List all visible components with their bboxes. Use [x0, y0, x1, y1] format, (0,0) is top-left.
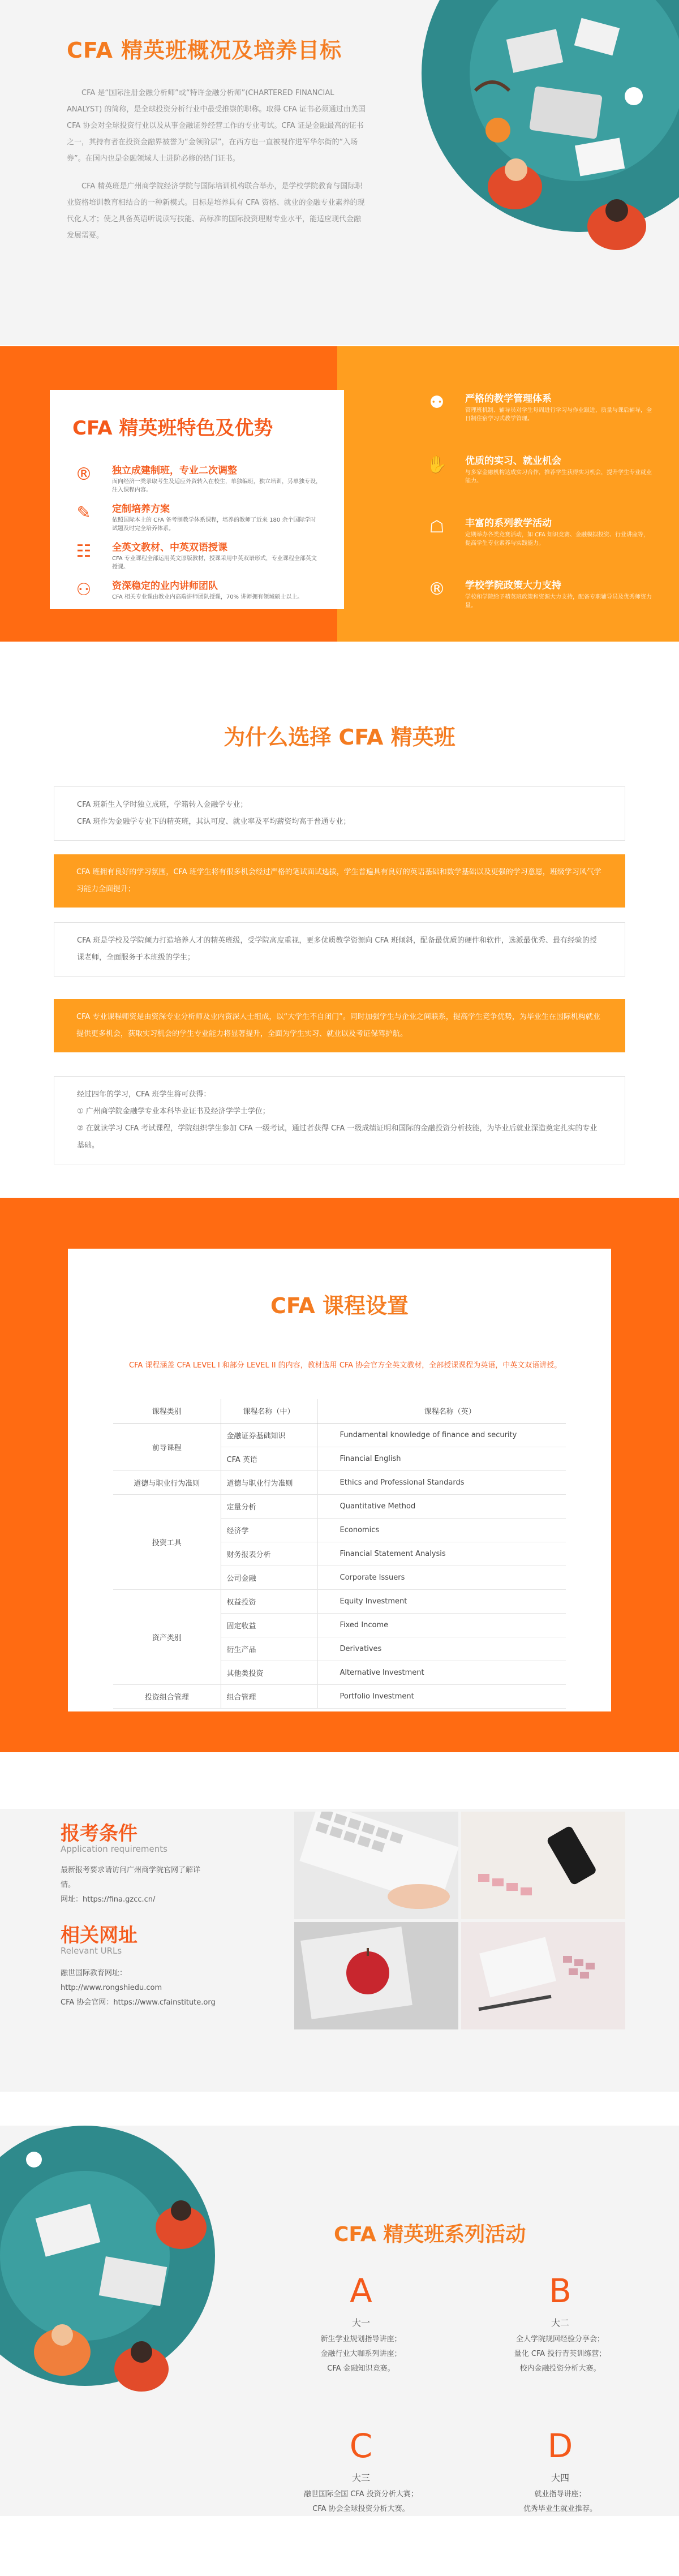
book-icon: ☷: [76, 541, 92, 561]
activity-year: 大一: [351, 2317, 370, 2328]
link-2-line: [61, 1996, 276, 2010]
overview-paragraph-1: CFA 是“国际注册金融分析师”或“特许金融分析师”(CHARTERED FINANCIAL ANALYST) 的简称，是全球投资分析行业中最受推崇的职称。取得 CFA 证书必须通过由美国 CFA 协会对全球投资行业以及从事金融证券经营工作的专业考试。CFA 证是金融最高的证书之一，其持有者在投资金融界被誉为“金领阶层”，在西方也一直被视作进军华尔街的“入场券”。在国内也是金融领域人士进阶必修的热门证书。: [67, 89, 366, 163]
courses-table: [113, 1399, 566, 1709]
advantage-desc: 定期举办各类竞赛活动，如 CFA 知识竞赛、金融模拟投资、行业讲座等，提高学生专业素养与实践能力。: [465, 532, 650, 547]
why-line: 经过四年的学习，CFA 班学生将可获得：: [77, 1090, 211, 1099]
activity-desc: [287, 2332, 435, 2376]
course-name-cn: 其他类投资: [221, 1661, 317, 1684]
apply-site-line: [61, 1893, 276, 1907]
course-name-cn: 财务报表分析: [221, 1542, 317, 1566]
course-name-cn: 定量分析: [221, 1494, 317, 1518]
course-category: 资产类别: [113, 1589, 221, 1684]
column-header: 课程名称（中）: [221, 1399, 317, 1423]
advantage-desc: 与多家金融机构达成实习合作，推荐学生获得实习机会，提升学生专业就业能力。: [465, 470, 652, 484]
feature-item: [72, 501, 321, 537]
features-card: [50, 390, 344, 609]
why-box-4: [54, 999, 625, 1052]
handshake-icon: ✋: [426, 455, 448, 475]
link-1[interactable]: http://www.rongshiedu.com: [61, 1984, 162, 1992]
activity-year-c: [287, 2427, 435, 2517]
course-name-en: Ethics and Professional Standards: [317, 1470, 566, 1494]
course-category: 前导课程: [113, 1423, 221, 1470]
activity-line: 融世国际全国 CFA 投资分析大赛；: [304, 2490, 418, 2498]
feature-item: [72, 578, 321, 614]
advantage-item: [424, 515, 651, 560]
features-title: CFA 精英班特色及优势: [72, 417, 273, 440]
feature-title: 独立成建制班，专业二次调整: [112, 465, 237, 476]
apply-site-label: 网址：: [61, 1895, 83, 1904]
table-row: [113, 1589, 566, 1613]
apply-text: 最新报考要求请访问广州商学院官网了解详情。: [61, 1866, 201, 1889]
course-name-en: Financial English: [317, 1447, 566, 1470]
advantage-desc: 学校和学院给予精英班政策和资源大力支持，配备专职辅导员及优秀师资力量。: [465, 594, 652, 609]
activity-year-a: [287, 2272, 435, 2376]
activity-line: 就业指导讲座；: [534, 2490, 586, 2498]
feature-desc: CFA 专业课程全部运用英文原版教材，授课采用中英双语形式，专业课程全部英文授课。: [112, 556, 317, 570]
keyboard-photo: [294, 1812, 458, 1919]
why-box-3: [54, 922, 625, 977]
why-section: [0, 642, 679, 1196]
activity-line: 金融行业大咖系列讲座；: [320, 2350, 402, 2358]
phone-photo: [461, 1812, 625, 1919]
phone-image: [461, 1812, 625, 1919]
course-name-cn: 道德与职业行为准则: [221, 1470, 317, 1494]
course-name-en: Portfolio Investment: [317, 1684, 566, 1708]
feature-title: 全英文教材、中英双语授课: [112, 542, 227, 553]
table-row: [113, 1423, 566, 1447]
course-name-cn: 衍生产品: [221, 1637, 317, 1661]
courses-section: [0, 1198, 679, 1752]
advantage-item: [424, 577, 651, 622]
link-2[interactable]: https://www.cfainstitute.org: [113, 1998, 216, 2007]
activity-letter: B: [549, 2272, 571, 2310]
overview-section: [0, 0, 679, 345]
feature-desc: 依照国际本土的 CFA 备考制教学体系课程，培养的教师了近来 180 余个国际学时试题及时完全培养体系。: [112, 517, 316, 532]
course-name-cn: 固定收益: [221, 1613, 317, 1637]
activity-letter: C: [349, 2427, 373, 2465]
column-header: 课程类别: [113, 1399, 221, 1423]
table-row: [113, 1494, 566, 1518]
apply-site-link[interactable]: https://fina.gzcc.cn/: [83, 1895, 156, 1904]
course-name-en: Fixed Income: [317, 1613, 566, 1637]
why-line: CFA 班拥有良好的学习氛围，CFA 班学生将有很多机会经过严格的笔试面试选拔，学生普遍具有良好的英语基础和数学基础以及更强的学习意愿，班级学习风气学习能力全面提升；: [76, 868, 601, 893]
why-line: ① 广州商学院金融学专业本科毕业证书及经济学学士学位；: [77, 1107, 270, 1116]
keyboard-image: [294, 1812, 458, 1919]
activity-desc: [487, 2487, 634, 2517]
activity-year: 大三: [351, 2472, 370, 2483]
activity-year: 大四: [551, 2472, 569, 2483]
advantage-item: [424, 390, 651, 436]
activity-line: CFA 协会全球投资分析大赛。: [312, 2505, 410, 2513]
activity-letter: D: [547, 2427, 573, 2465]
apple-photo: [294, 1922, 458, 2029]
advantage-title: 丰富的系列教学活动: [465, 518, 552, 529]
course-category: 道德与职业行为准则: [113, 1470, 221, 1494]
courses-card: [68, 1249, 611, 1711]
activity-line: 校内金融投资分析大赛。: [519, 2364, 601, 2373]
feature-title: 定制培养方案: [112, 504, 170, 515]
course-name-en: Corporate Issuers: [317, 1566, 566, 1589]
management-icon: ⚉: [429, 393, 445, 412]
activity-year-b: [487, 2272, 634, 2376]
page-title: CFA 精英班概况及培养目标: [67, 38, 342, 63]
courses-title: CFA 课程设置: [270, 1293, 409, 1318]
features-section: [0, 346, 679, 642]
advantage-item: [424, 453, 651, 498]
course-name-en: Equity Investment: [317, 1589, 566, 1613]
activity-year-d: [487, 2427, 634, 2517]
why-line: CFA 班是学校及学院倾力打造培养人才的精英班级，受学院高度重视，更多优质教学资源向 CFA 班倾斜，配备最优质的硬件和软件，选派最优秀、最有经验的授课老师，全面服务于本班级的学生；: [77, 936, 597, 962]
course-category: 投资工具: [113, 1494, 221, 1589]
course-name-en: Financial Statement Analysis: [317, 1542, 566, 1566]
activities-title: CFA 精英班系列活动: [334, 2223, 526, 2246]
activity-icon: ☖: [429, 517, 445, 537]
course-name-en: Economics: [317, 1518, 566, 1542]
apply-title: 报考条件: [61, 1822, 137, 1845]
activity-line: 量化 CFA 投行青英训练营；: [514, 2350, 607, 2358]
why-box-2: [54, 854, 625, 908]
support-icon: ®: [428, 579, 445, 599]
activity-year: 大二: [551, 2317, 569, 2328]
tools-icon: ✎: [76, 503, 91, 523]
why-line: ② 在就读学习 CFA 考试课程，学院组织学生参加 CFA 一级考试，通过者获得 CFA 一级成绩证明和国际的金融投资分析技能，为毕业后就业深造奠定扎实的专业基础。: [77, 1124, 598, 1150]
calculator-photo: [461, 1922, 625, 2029]
apple-image: [294, 1922, 458, 2029]
apply-section: [0, 1752, 679, 2126]
feature-desc: 面向经济一类录取考生及适应外资转入在校生，单独编班，独立培训，另单独专设，注入课程内容。: [112, 479, 321, 493]
why-line: CFA 班作为金融学专业下的精英班，其认可度、就业率及平均薪资均高于普通专业；: [77, 818, 351, 826]
table-row: [113, 1684, 566, 1708]
activity-line: 优秀毕业生就业推荐。: [523, 2505, 597, 2513]
link-2-label: CFA 协会官网：: [61, 1998, 114, 2007]
calculator-image: [461, 1922, 625, 2029]
registered-icon: ®: [75, 465, 92, 484]
course-category: 投资组合管理: [113, 1684, 221, 1708]
overview-text: [67, 85, 367, 255]
feature-title: 资深稳定的业内讲师团队: [112, 580, 218, 592]
course-name-cn: 公司金融: [221, 1566, 317, 1589]
links-title: 相关网址: [61, 1924, 137, 1947]
feature-item: [72, 539, 321, 575]
course-name-cn: 权益投资: [221, 1589, 317, 1613]
table-header-row: [113, 1399, 566, 1423]
course-name-en: Quantitative Method: [317, 1494, 566, 1518]
activity-letter: A: [350, 2272, 372, 2310]
overview-paragraph-2: CFA 精英班是广州商学院经济学院与国际培训机构联合举办，是学校学院教育与国际职业资格培训教育相结合的一种新模式。目标是培养具有 CFA 资格、就业的金融专业素养的现代化人才；使之具备英语听说读写技能、高标准的国际投资理财专业水平，能适应现代金融发展需要。: [67, 182, 365, 240]
table-row: [113, 1470, 566, 1494]
team-icon: ⚇: [76, 580, 92, 600]
advantage-title: 学校学院政策大力支持: [465, 580, 561, 591]
course-name-en: Fundamental knowledge of finance and security: [317, 1423, 566, 1447]
course-name-en: Derivatives: [317, 1637, 566, 1661]
apply-subtitle: Application requirements: [61, 1844, 167, 1854]
feature-desc: CFA 相关专业课由教业内高端讲师团队授课，70% 讲师拥有领域硕士以上。: [112, 594, 303, 600]
activity-line: CFA 金融知识竞赛。: [327, 2364, 395, 2373]
why-box-1: [54, 786, 625, 841]
course-name-cn: CFA 英语: [221, 1447, 317, 1470]
column-header: 课程名称（英）: [317, 1399, 566, 1423]
advantage-title: 优质的实习、就业机会: [465, 455, 561, 467]
course-name-cn: 经济学: [221, 1518, 317, 1542]
activities-section: [0, 2126, 679, 2576]
course-name-en: Alternative Investment: [317, 1661, 566, 1684]
course-name-cn: 组合管理: [221, 1684, 317, 1708]
activity-desc: [487, 2332, 634, 2376]
activity-line: 新生学业规划指导讲座；: [320, 2335, 402, 2343]
advantage-desc: 管理班机制、辅导员对学生每周进行学习与作业跟进，质量与课后辅导，全日制住宿学习式教学管理。: [465, 407, 652, 422]
course-name-cn: 金融证券基础知识: [221, 1423, 317, 1447]
team-illustration: [0, 2126, 226, 2476]
activity-line: 全人学院规回经验分享会；: [515, 2335, 604, 2343]
why-line: CFA 班新生入学时独立成班，学籍转入金融学专业；: [77, 801, 248, 809]
activity-desc: [287, 2487, 435, 2517]
courses-note: CFA 课程涵盖 CFA LEVEL I 和部分 LEVEL II 的内容，教材选用 CFA 协会官方全英文教材，全部授课课程为英语，中英文双语讲授。: [129, 1361, 562, 1370]
why-line: CFA 专业课程师资是由资深专业分析师及业内资深人士组成，以“大学生不自闭门”。同时加强学生与企业之间联系，提高学生竞争优势，为毕业生在国际机构就业提供更多机会，获取实习机会的学生专业能力将显著提升，全面为学生实习、就业以及考证保驾护航。: [76, 1013, 600, 1038]
advantage-title: 严格的教学管理体系: [465, 393, 552, 405]
why-box-5: [54, 1076, 625, 1164]
why-title: 为什么选择 CFA 精英班: [224, 725, 455, 750]
workspace-illustration: [464, 0, 679, 294]
link-1-label: 融世国际教育网址：: [61, 1969, 127, 1977]
links-subtitle: Relevant URLs: [61, 1946, 122, 1956]
feature-item: [72, 462, 321, 498]
